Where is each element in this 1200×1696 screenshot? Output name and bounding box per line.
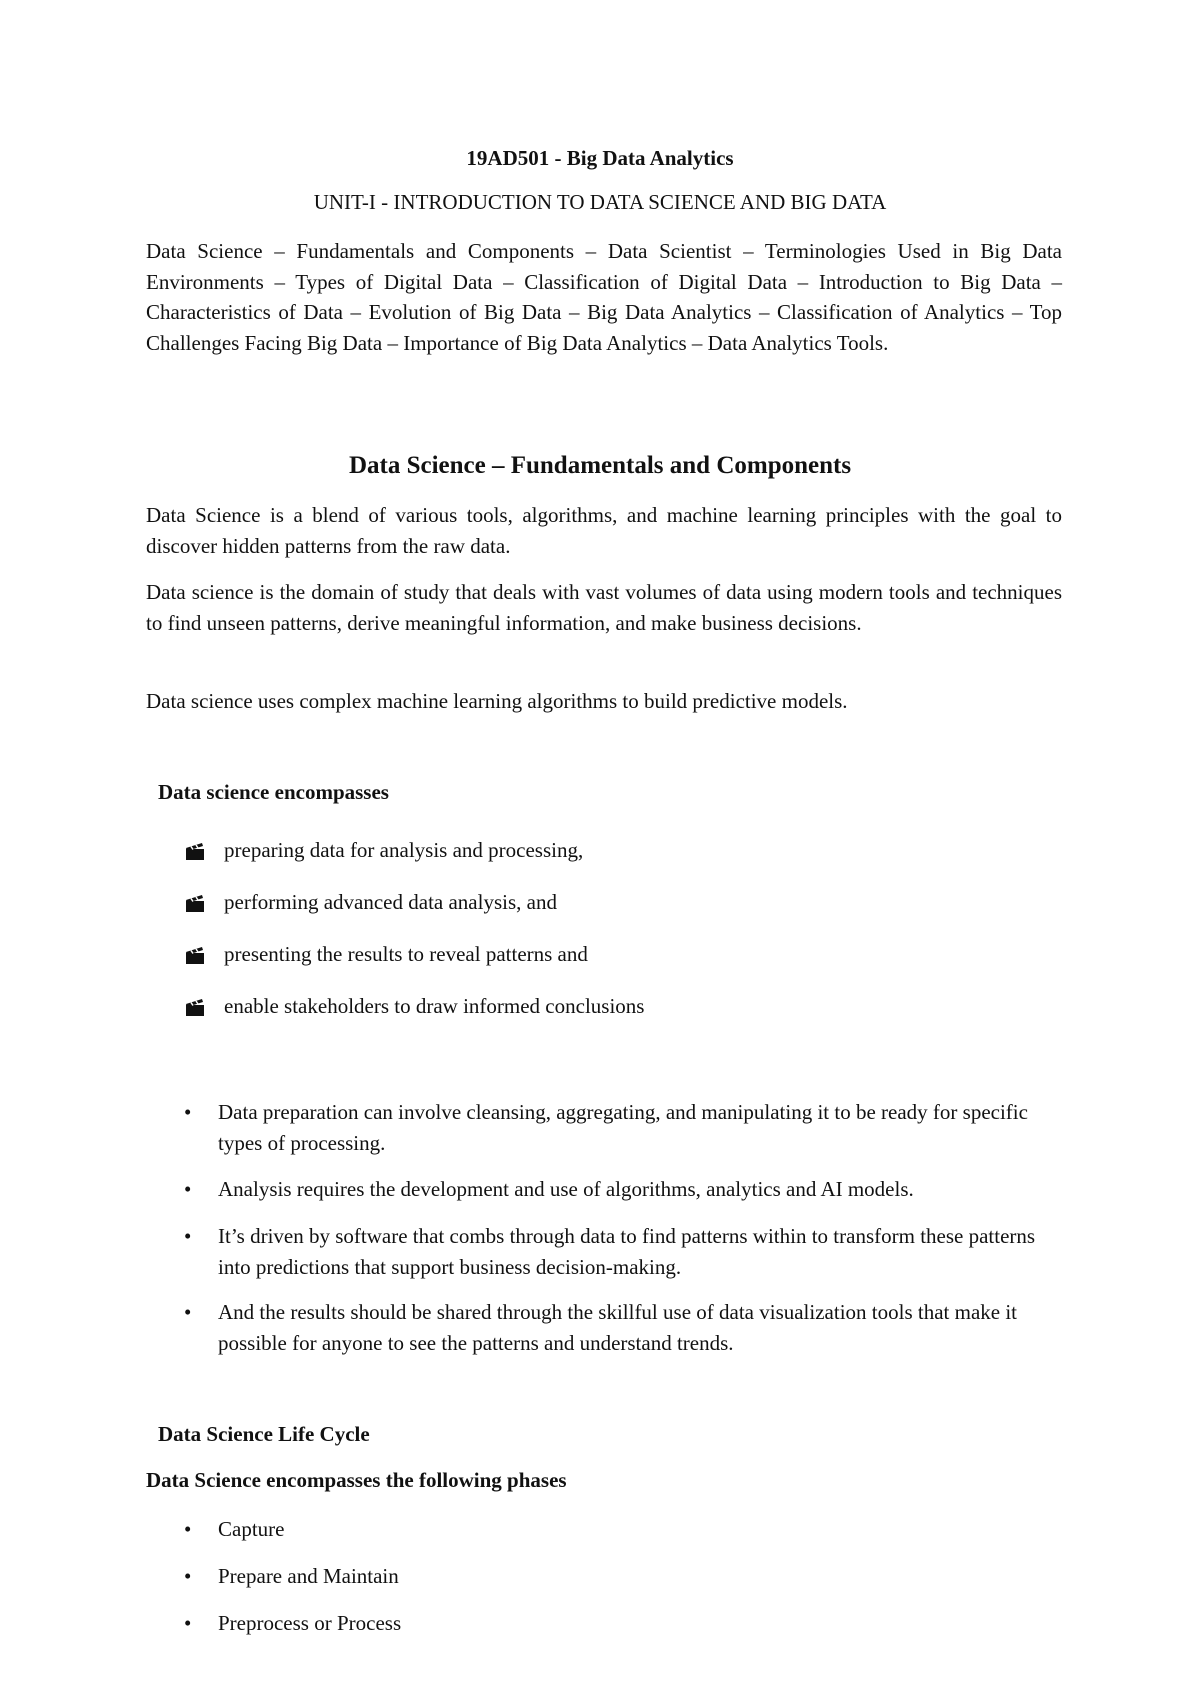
list-item-text: performing advanced data analysis, and <box>224 890 557 914</box>
bullet-marker: • <box>184 1100 192 1124</box>
bullet-marker: • <box>184 1177 192 1201</box>
list-item-text: Preprocess or Process <box>218 1611 402 1635</box>
lifecycle-heading: Data Science Life Cycle <box>158 1422 370 1446</box>
bullet-marker: • <box>184 1300 192 1324</box>
bullet-marker: • <box>184 1564 192 1588</box>
clapperboard-icon <box>184 892 206 914</box>
list-item <box>184 890 557 915</box>
paragraph-models: Data science uses complex machine learning algorithms to build predictive models. <box>146 689 848 713</box>
lifecycle-subheading: Data Science encompasses the following phases <box>146 1468 567 1492</box>
section-heading: Data Science – Fundamentals and Components <box>348 452 852 479</box>
list-item <box>184 1174 1064 1205</box>
clapperboard-icon <box>184 840 206 862</box>
list-item <box>184 994 644 1019</box>
list-item-text: Capture <box>218 1517 285 1541</box>
list-item-text: Data preparation can involve cleansing, aggregating, and manipulating it to be ready for specific types of processing. <box>218 1100 1028 1155</box>
syllabus-paragraph: Data Science – Fundamentals and Components – Data Scientist – Terminologies Used in Big Data Environments – Types of Digital Data – Classification of Digital Data – Introduction to Big Data – Characteristics of Data – Evolution of Big Data – Big Data Analytics – Classification of Analytics – Top Challenges Facing Big Data – Importance of Big Data Analytics – Data Analytics Tools. <box>146 239 1062 355</box>
unit-title <box>0 190 1200 215</box>
list-item-text: preparing data for analysis and processing, <box>224 838 584 862</box>
list-item <box>184 1561 1064 1592</box>
unit-title-text: UNIT-I - INTRODUCTION TO DATA SCIENCE AND BIG DATA <box>313 190 887 214</box>
encompasses-heading: Data science encompasses <box>158 780 389 804</box>
list-item <box>184 1297 1064 1358</box>
paragraph-definition: Data Science is a blend of various tools, algorithms, and machine learning principles with the goal to discover hidden patterns from the raw data. <box>146 503 1062 558</box>
paragraph-domain: Data science is the domain of study that deals with vast volumes of data using modern tools and techniques to find unseen patterns, derive meaningful information, and make business decisions. <box>146 580 1062 635</box>
list-item <box>184 942 588 967</box>
list-item-text: And the results should be shared through the skillful use of data visualization tools that make it possible for anyone to see the patterns and understand trends. <box>218 1300 1018 1355</box>
bullet-marker: • <box>184 1224 192 1248</box>
list-item <box>184 1097 1064 1158</box>
bullet-marker: • <box>184 1611 192 1635</box>
list-item-text: Prepare and Maintain <box>218 1564 399 1588</box>
list-item <box>184 838 583 863</box>
list-item <box>184 1514 1064 1545</box>
list-item-text: Analysis requires the development and use of algorithms, analytics and AI models. <box>218 1177 914 1201</box>
bullet-marker: • <box>184 1517 192 1541</box>
clapperboard-icon <box>184 944 206 966</box>
list-item-text: It’s driven by software that combs through data to find patterns within to transform these patterns into predictions that support business decision-making. <box>218 1224 1036 1279</box>
list-item <box>184 1221 1064 1282</box>
list-item <box>184 1608 1064 1639</box>
list-item-text: presenting the results to reveal patterns and <box>224 942 588 966</box>
course-title: 19AD501 - Big Data Analytics <box>466 146 734 170</box>
list-item-text: enable stakeholders to draw informed conclusions <box>224 994 645 1018</box>
clapperboard-icon <box>184 996 206 1018</box>
